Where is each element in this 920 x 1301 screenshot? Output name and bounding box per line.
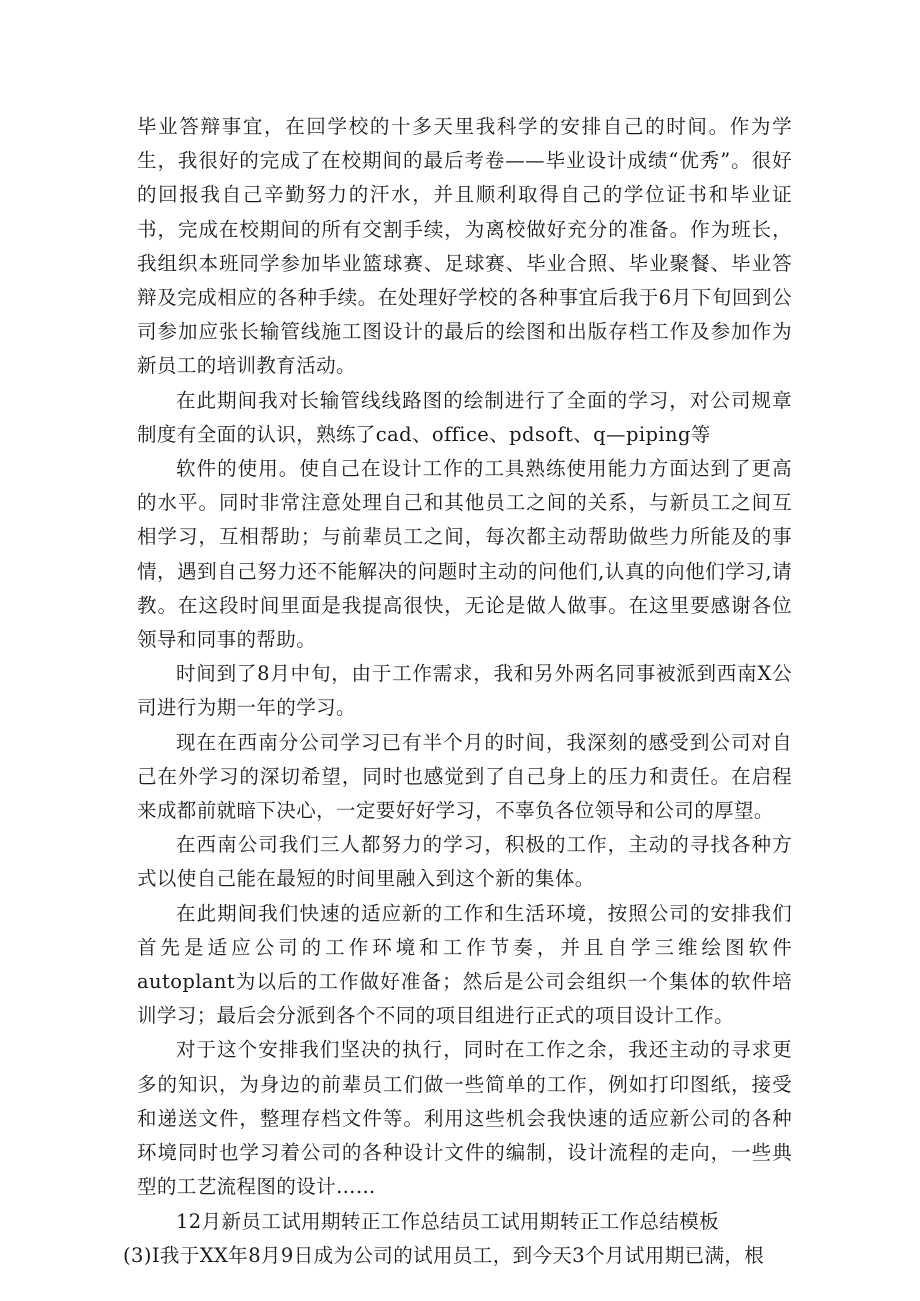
paragraph-8: 对于这个安排我们坚决的执行，同时在工作之余，我还主动的寻求更多的知识，为身边的前辈员工们做一些简单的工作，例如打印图纸，接受和递送文件，整理存档文件等。利用这些机会我快速的适应新公司的各种环境同时也学习着公司的各种设计文件的编制，设计流程的走向，一些典型的工艺流程图的设计……: [137, 1038, 792, 1199]
numbered-item-3: (3)I我于XX年8月9日成为公司的试用员工，到今天3个月试用期已满，根: [123, 1243, 765, 1267]
paragraph-4: 时间到了8月中旬，由于工作需求，我和另外两名同事被派到西南X公司进行为期一年的学习。: [137, 662, 792, 720]
section-heading: 12月新员工试用期转正工作总结员工试用期转正工作总结模板: [176, 1209, 720, 1233]
paragraph-5: 现在在西南分公司学习已有半个月的时间，我深刻的感受到公司对自己在外学习的深切希望，同时也感觉到了自己身上的压力和责任。在启程来成都前就暗下决心，一定要好好学习，不辜负各位领导和公司的厚望。: [137, 730, 792, 823]
paragraph-3: 软件的使用。使自己在设计工作的工具熟练使用能力方面达到了更高的水平。同时非常注意处理自己和其他员工之间的关系，与新员工之间互相学习，互相帮助；与前辈员工之间，每次都主动帮助做些力所能及的事情，遇到自己努力还不能解决的问题时主动的问他们,认真的向他们学习,请教。在这段时间里面是我提高很快，无论是做人做事。在这里要感谢各位领导和同事的帮助。: [137, 457, 792, 652]
paragraph-2: 在此期间我对长输管线线路图的绘制进行了全面的学习，对公司规章制度有全面的认识，熟练了cad、office、pdsoft、q—piping等: [137, 388, 792, 446]
paragraph-7: 在此期间我们快速的适应新的工作和生活环境，按照公司的安排我们首先是适应公司的工作环境和工作节奏，并且自学三维绘图软件autoplant为以后的工作做好准备；然后是公司会组织一个集体的软件培训学习；最后会分派到各个不同的项目组进行正式的项目设计工作。: [137, 901, 792, 1028]
paragraph-1: 毕业答辩事宜，在回学校的十多天里我科学的安排自己的时间。作为学生，我很好的完成了在校期间的最后考卷——毕业设计成绩“优秀”。很好的回报我自己辛勤努力的汗水，并且顺利取得自己的学位证书和毕业证书，完成在校期间的所有交割手续，为离校做好充分的准备。作为班长，我组织本班同学参加毕业篮球赛、足球赛、毕业合照、毕业聚餐、毕业答辩及完成相应的各种手续。在处理好学校的各种事宜后我于6月下旬回到公司参加应张长输管线施工图设计的最后的绘图和出版存档工作及参加作为新员工的培训教育活动。: [137, 115, 792, 378]
paragraph-6: 在西南公司我们三人都努力的学习，积极的工作，主动的寻找各种方式以使自己能在最短的时间里融入到这个新的集体。: [137, 833, 792, 891]
document-body: [123, 110, 792, 1273]
